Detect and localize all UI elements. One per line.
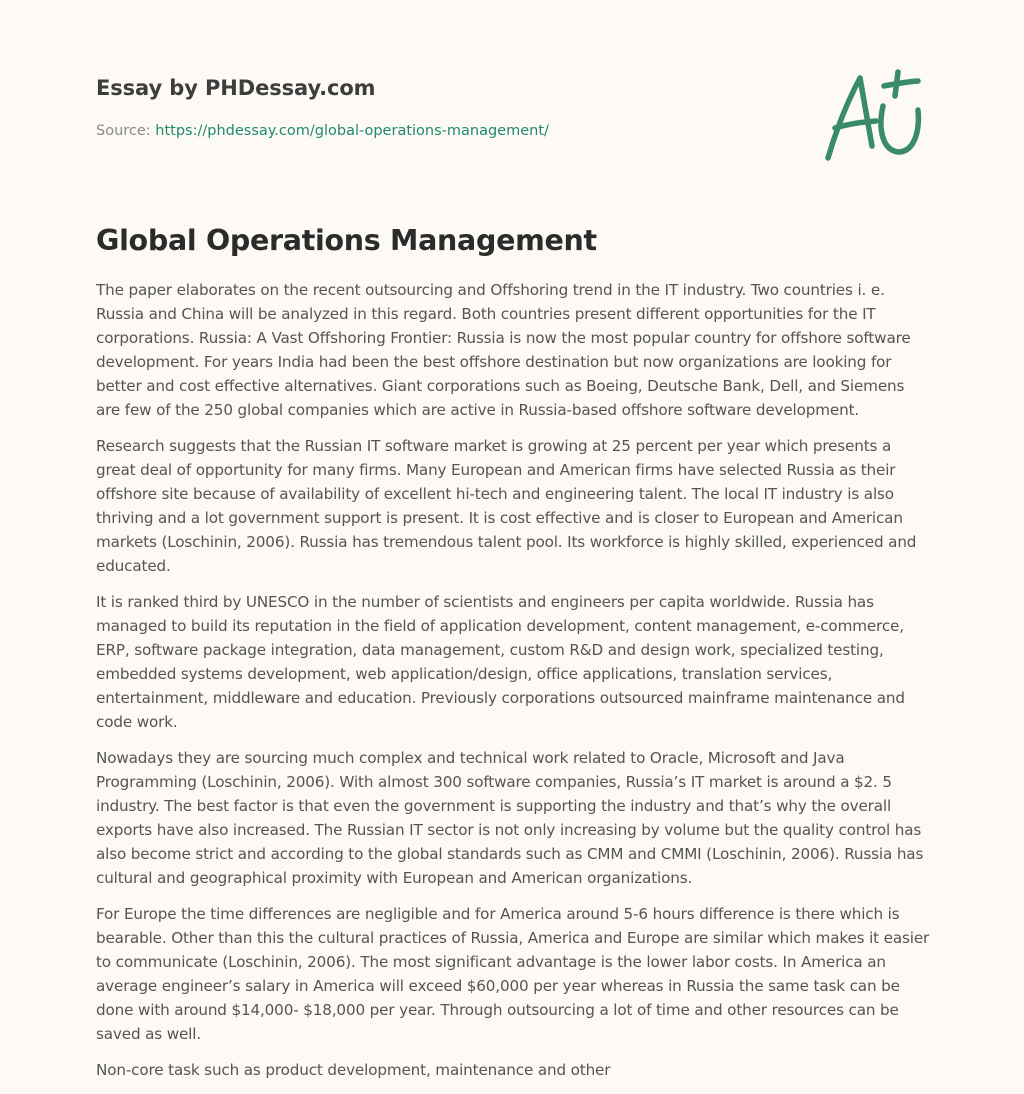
a-plus-logo-icon — [818, 66, 930, 166]
source-link[interactable]: https://phdessay.com/global-operations-management/ — [155, 123, 549, 139]
paragraph: The paper elaborates on the recent outsourcing and Offshoring trend in the IT industry. Two countries i. e. Russia and China will be analyzed in this regard. Both countries present different opportunities for the IT corporations. Russia: A Vast Offshoring Frontier: Russia is now the most popular country for offshore software development. For years India had been the best offshore destination but now organizations are looking for better and cost effective alternatives. Giant corporations such as Boeing, Deutsche Bank, Dell, and Siemens are few of the 250 global companies which are active in Russia-based offshore software development. — [96, 281, 911, 419]
page-header — [96, 76, 716, 139]
article — [96, 224, 930, 1094]
source-label: Source: — [96, 123, 156, 139]
site-title: Essay by PHDessay.com — [96, 76, 376, 100]
paragraph: Research suggests that the Russian IT software market is growing at 25 percent per year which presents a great deal of opportunity for many firms. Many European and American firms have selected Russia as their offshore site because of availability of excellent hi-tech and engineering talent. The local IT industry is also thriving and a lot government support is present. It is cost effective and is closer to European and American markets (Loschinin, 2006). Russia has tremendous talent pool. Its workforce is highly skilled, experienced and educated. — [96, 437, 917, 575]
paragraph: For Europe the time differences are negligible and for America around 5-6 hours difference is there which is bearable. Other than this the cultural practices of Russia, America and Europe are similar which makes it easier to communicate (Loschinin, 2006). The most significant advantage is the lower labor costs. In America an average engineer’s salary in America will exceed $60,000 per year whereas in Russia the same task can be done with around $14,000- $18,000 per year. Through outsourcing a lot of time and other resources can be saved as well. — [96, 905, 930, 1043]
source-line — [96, 123, 716, 139]
paragraph: It is ranked third by UNESCO in the number of scientists and engineers per capita worldwide. Russia has managed to build its reputation in the field of application development, content management, e-commerce, ERP, software package integration, data management, custom R&D and design work, specialized testing, embedded systems development, web application/design, office applications, translation services, entertainment, middleware and education. Previously corporations outsourced mainframe maintenance and code work. — [96, 593, 905, 731]
paragraph: Nowadays they are sourcing much complex and technical work related to Oracle, Microsoft and Java Programming (Loschinin, 2006). With almost 300 software companies, Russia’s IT market is around a $2. 5 industry. The best factor is that even the government is supporting the industry and that’s why the overall exports have also increased. The Russian IT sector is not only increasing by volume but the quality control has also become strict and according to the global standards such as CMM and CMMI (Loschinin, 2006). Russia has cultural and geographical proximity with European and American organizations. — [96, 749, 924, 887]
page-title: Global Operations Management — [96, 224, 597, 257]
paragraph: Non-core task such as product development, maintenance and other — [96, 1061, 611, 1079]
